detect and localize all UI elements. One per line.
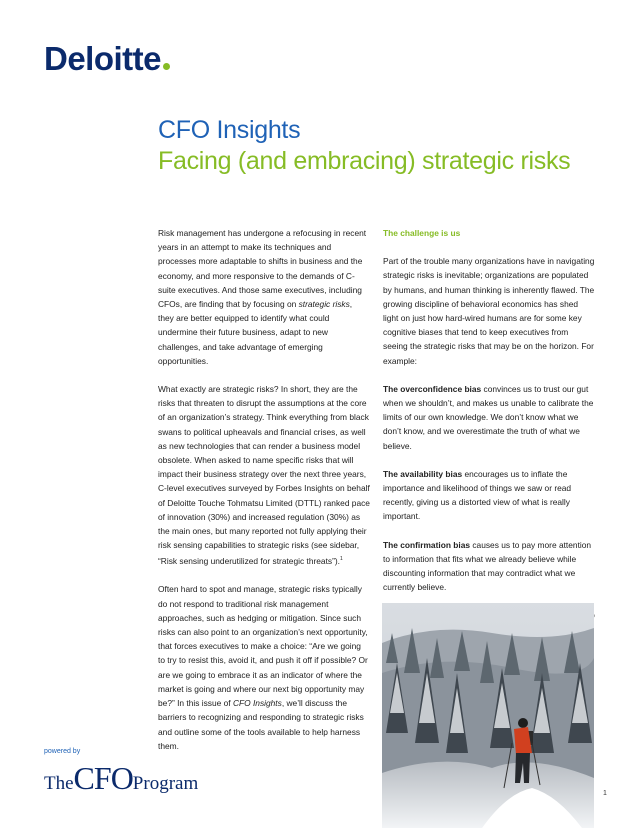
powered-by-label: powered by <box>44 748 81 755</box>
deloitte-logo: Deloitte <box>44 40 170 78</box>
right-column <box>383 226 595 667</box>
paragraph-what-are-strategic-risks: What exactly are strategic risks? In short, they are the risks that threaten to disrupt the assumptions at the core of an organization’s strategy. Think everything from black swans to political upheavals and financial crises, as well as new technologies that can render a business model obsolete. When asked to name specific risks that will impact their business strategy over the next three years, C-level executives surveyed by Forbes Insights on behalf of Deloitte Touche Tohmatsu Limited (DTTL) ranked pace of innovation (30%) and increased regulation (30%) as the main ones, but many reported not fully applying their risk sensing capabilities to strategic risks (see sidebar, “Risk sensing underutilized for strategic threats”).$^1$ <box>158 384 370 567</box>
paragraph-overconfidence: The overconfidence bias convinces us to trust our gut when we shouldn’t, and makes us unable to calibrate the limits of our own knowledge. We don’t know what we don’t know, and we overestimate the truth of what we believe. <box>383 383 594 451</box>
paragraph-intro: Risk management has undergone a refocusing in recent years in an attempt to make its techniques and processes more adaptable to shifts in business and the economy, and more responsive to the demands of C-suite executives. And those same executives, including CFOs, are finding that by focusing on strategic risks, they are better equipped to identify what could undermine their future business, adapt to new challenges, and take advantage of emerging opportunities. <box>158 228 367 366</box>
paragraph-challenge: Part of the trouble many organizations have in navigating strategic risks is inevitable; organizations are populated by humans, and human thinking is inherently flawed. The growing discipline of behavioral economics has shed light on just how hard-wired humans are for some key cognitive biases that tend to keep executives from seeing the strategic risks that may be on the horizon. For example: <box>383 256 595 366</box>
paragraph-hard-to-spot: Often hard to spot and manage, strategic risks typically do not respond to traditional risk management approaches, such as hedging or mitigation. Since such risks can also point to an organization’s next opportunity, that forces executives to make a choice: “Are we going to try to resist this, avoid it, and push it off if possible? Or are we going to embrace it as an indicator of where the market is going and where our next big opportunity may be?” In this issue of CFO Insights, we’ll discuss the barriers to recognizing and responding to strategic risks and outline some of the tools available to help harness them. <box>158 584 368 751</box>
section-heading: The challenge is us <box>383 228 461 238</box>
article-title: Facing (and embracing) strategic risks <box>158 147 571 175</box>
snowy-mountain-skier-photo <box>382 603 594 828</box>
page-number: 1 <box>603 790 607 797</box>
publication-title: CFO Insights <box>158 116 301 144</box>
paragraph-availability: The availability bias encourages us to inflate the importance and likelihood of things we saw or read recently, giving us a distorted view of what is really important. <box>383 468 572 522</box>
footnote-ref-1[interactable]: 1 <box>340 556 343 563</box>
left-column <box>158 226 370 767</box>
paragraph-confirmation: The confirmation bias causes us to pay more attention to information that fits what we already believe while discounting information that may contradict what we currently believe. <box>383 539 592 593</box>
logo-green-dot <box>163 63 170 70</box>
cfo-program-logo: TheCFOProgram <box>44 760 199 796</box>
